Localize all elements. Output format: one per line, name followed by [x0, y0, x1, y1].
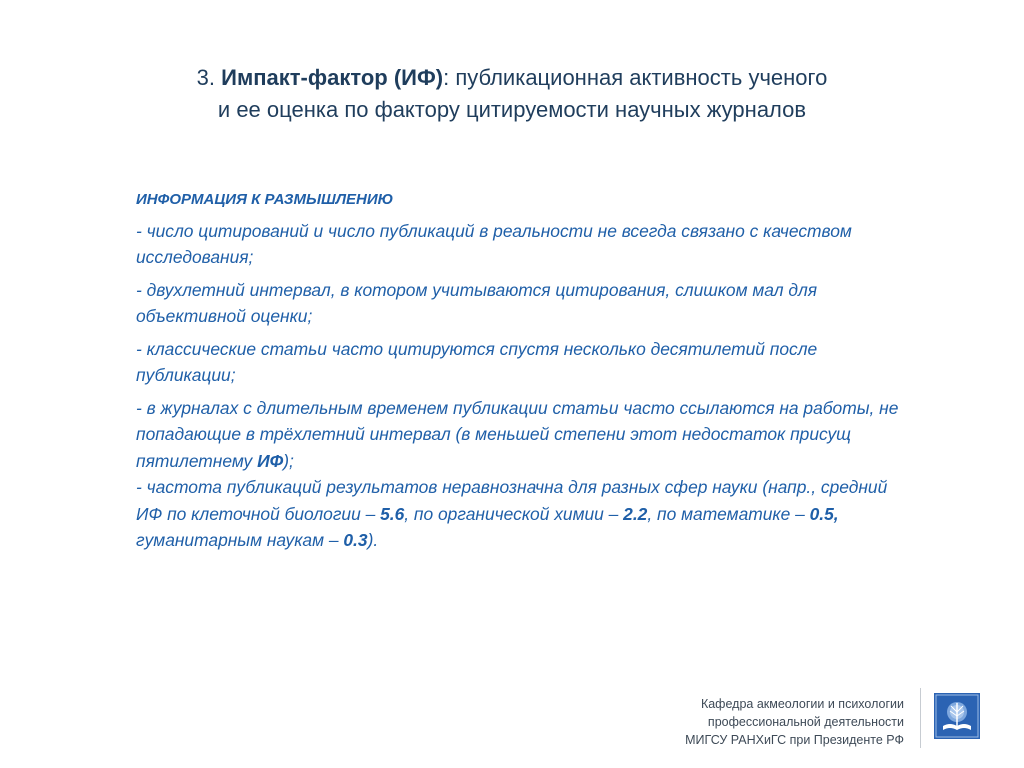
list-item-5-text-3: , по математике –: [647, 503, 810, 524]
value-humanities: 0.3: [343, 530, 368, 550]
title-number: 3.: [196, 65, 216, 90]
university-logo-icon: [933, 692, 981, 740]
value-cell-biology: 5.6: [380, 503, 405, 524]
footer-divider: [920, 688, 921, 748]
value-mathematics: 0.5,: [809, 503, 839, 524]
list-item-1: - число цитирований и число публикаций в реальности не всегда связано с качеством исследования;: [136, 220, 852, 267]
footer-line-3: МИГСУ РАНХиГС при Президенте РФ: [685, 733, 904, 747]
title-rest: : публикационная активность ученого: [443, 65, 828, 90]
list-item-4-bold: ИФ: [257, 450, 284, 471]
list-item-4: [136, 395, 906, 475]
value-organic-chemistry: 2.2: [623, 503, 648, 524]
list-item-5-text-4: гуманитарным наукам –: [136, 530, 344, 550]
content-heading: ИНФОРМАЦИЯ К РАЗМЫШЛЕНИЮ: [136, 191, 394, 208]
list-item-3: - классические статьи часто цитируются спустя несколько десятилетий после публикации;: [136, 338, 818, 385]
footer-department: [685, 695, 904, 749]
list-item-5: [136, 474, 906, 554]
list-item-5-text-2: , по органической химии –: [404, 503, 624, 524]
slide-title: [100, 62, 924, 126]
footer-line-2: профессиональной деятельности: [707, 715, 904, 729]
list-item-5-end: ).: [367, 530, 379, 550]
title-bold-term: Импакт-фактор (ИФ): [221, 65, 444, 90]
footer-line-1: Кафедра акмеологии и психологии: [700, 697, 904, 711]
list-item-4-text: - в журналах с длительным временем публикации статьи часто ссылаются на работы, не попадающие в трёхлетний интервал (в меньшей степени этот недостаток присущ пятилетнему: [136, 397, 899, 471]
list-item-5-text-1: - частота публикаций результатов неравнозначна для разных сфер науки (напр., средний ИФ по клеточной биологии –: [136, 477, 888, 524]
title-line-1: [100, 62, 924, 94]
title-line-2: и ее оценка по фактору цитируемости научных журналов: [217, 97, 807, 122]
list-item-4-end: );: [283, 450, 294, 471]
list-item-2: - двухлетний интервал, в котором учитываются цитирования, слишком мал для объективной оценки;: [136, 279, 818, 326]
content-block: [136, 187, 906, 560]
